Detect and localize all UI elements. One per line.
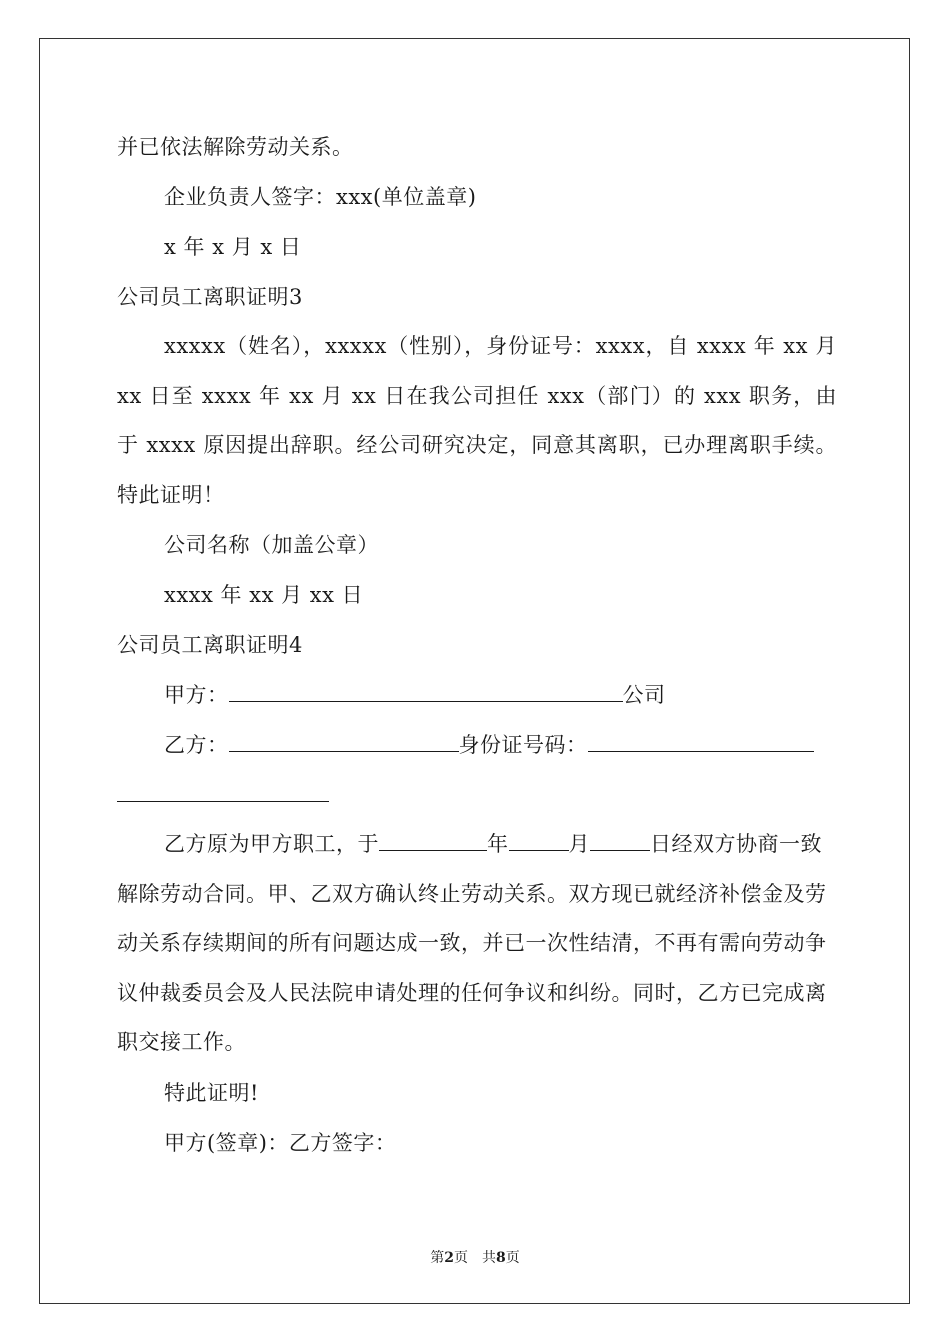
agreement-paragraph <box>117 820 837 1068</box>
document-body <box>117 122 837 1168</box>
agreement-prefix: 乙方原为甲方职工，于 <box>164 832 379 856</box>
page-current: 2 <box>444 1250 454 1266</box>
month-blank[interactable] <box>509 830 569 851</box>
signatures-line: 甲方(签章)：乙方签字： <box>164 1130 397 1155</box>
date-line: xxxx 年 xx 月 xx 日 <box>164 583 364 607</box>
party-a-suffix: 公司 <box>622 683 666 707</box>
signer-line: 企业负责人签字：xxx(单位盖章) <box>164 185 477 209</box>
id-label: 身份证号码： <box>458 733 588 757</box>
page-footer <box>0 1247 950 1267</box>
party-b-label: 乙方： <box>164 733 229 757</box>
id-continuation-line <box>117 770 837 820</box>
party-a-line <box>117 670 837 720</box>
certificate-paragraph: xxxxx（姓名），xxxxx（性别），身份证号：xxxx，自 xxxx 年 xx 月 xx 日至 xxxx 年 xx 月 xx 日在我公司担任 xxx（部门）的 xxx 职务，由于 xxxx 原因提出辞职。经公司研究决定，同意其离职，已办理离职手续。特此证明！ <box>117 334 837 507</box>
company-name-line: 公司名称（加盖公章） <box>164 533 379 557</box>
year-blank[interactable] <box>379 830 487 851</box>
party-b-line <box>117 720 837 770</box>
month-label: 月 <box>568 832 590 856</box>
section-title: 公司员工离职证明3 <box>117 285 303 309</box>
date-line: x 年 x 月 x 日 <box>164 235 302 259</box>
day-blank[interactable] <box>590 830 650 851</box>
section-title: 公司员工离职证明4 <box>117 633 303 657</box>
page-prefix: 第 <box>430 1250 445 1266</box>
page-total: 8 <box>496 1250 506 1266</box>
party-a-blank[interactable] <box>229 681 623 702</box>
agreement-rest: 日经双方协商一致解除劳动合同。甲、乙双方确认终止劳动关系。双方现已就经济补偿金及劳动关系存续期间的所有问题达成一致，并已一次性结清，不再有需向劳动争议仲裁委员会及人民法院申请处理的任何争议和纠纷。同时，乙方已完成离职交接工作。 <box>117 832 827 1054</box>
party-a-label: 甲方： <box>164 683 229 707</box>
party-b-blank[interactable] <box>229 731 459 752</box>
id-number-blank[interactable] <box>588 731 814 752</box>
page-mid: 页 共 <box>454 1250 496 1266</box>
year-label: 年 <box>487 832 509 856</box>
page-suffix: 页 <box>505 1250 520 1266</box>
id-number-blank-continued[interactable] <box>117 781 329 802</box>
text-line: 并已依法解除劳动关系。 <box>117 135 354 159</box>
closing-line: 特此证明! <box>164 1080 259 1105</box>
